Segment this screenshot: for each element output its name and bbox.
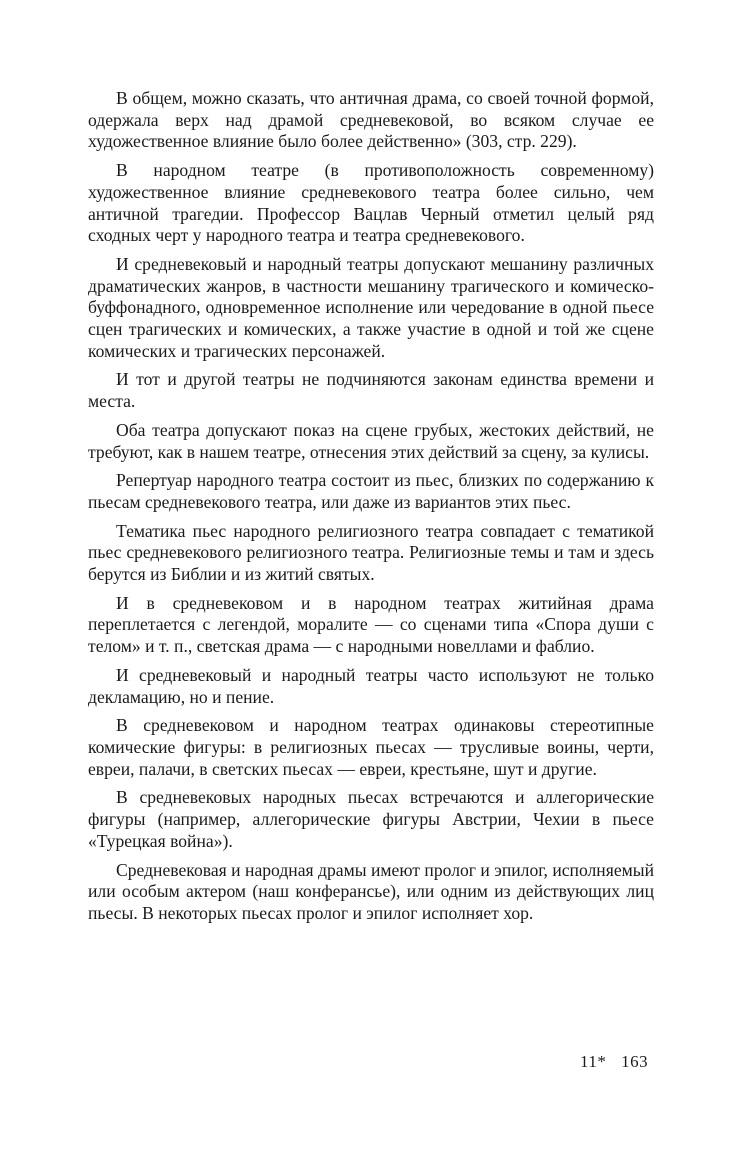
paragraph-5: Оба театра допускают показ на сцене грубых, жестоких действий, не требуют, как в нашем театре, отнесения этих действий за сцену, за кулисы.	[88, 419, 654, 462]
paragraph-11: В средневековых народных пьесах встречаются и аллегорические фигуры (например, аллегорические фигуры Австрии, Чехии в пьесе «Турецкая война»).	[88, 787, 654, 851]
paragraph-2: В народном театре (в противоположность современному) художественное влияние средневекового театра более сильно, чем античной трагедии. Профессор Вацлав Черный отметил целый ряд сходных черт у народного театра и театра средневекового.	[88, 160, 654, 246]
page-footer	[570, 1052, 648, 1072]
paragraph-12: Средневековая и народная драмы имеют пролог и эпилог, исполняемый или особым актером (наш конферансье), или одним из действующих лиц пьесы. В некоторых пьесах пролог и эпилог исполняет хор.	[88, 859, 654, 923]
paragraph-7: Тематика пьес народного религиозного театра совпадает с тематикой пьес средневекового религиозного театра. Религиозные темы и там и здесь берутся из Библии и из житий святых.	[88, 520, 654, 585]
paragraph-6: Репертуар народного театра состоит из пьес, близких по содержанию к пьесам средневекового театра, или даже из вариантов этих пьес.	[88, 470, 654, 512]
paragraph-8: И в средневековом и в народном театрах житийная драма переплетается с легендой, моралите — со сценами типа «Спора души с телом» и т. п., светская драма — с народными новеллами и фаблио.	[88, 592, 654, 657]
paragraph-9: И средневековый и народный театры часто используют не только декламацию, но и пение.	[88, 664, 654, 707]
signature-mark: 11*	[580, 1052, 607, 1071]
paragraph-10: В средневековом и народном театрах одинаковы стереотипные комические фигуры: в религиозных пьесах — трусливые воины, черти, евреи, палачи, в светских пьесах — евреи, крестьяне, шут и другие.	[88, 715, 654, 779]
paragraph-3: И средневековый и народный театры допускают мешанину различных драматических жанров, в частности мешанину трагического и комическо-буффонадного, одновременное исполнение или чередование в одной пьесе сцен трагических и комических, а также участие в одной и той же сцене комических и трагических персонажей.	[88, 253, 654, 361]
paragraph-4: И тот и другой театры не подчиняются законам единства времени и места.	[88, 369, 654, 412]
paragraph-1: В общем, можно сказать, что античная драма, со своей точной формой, одержала верх над драмой средневековой, во всяком случае ее художественное влияние было более действенно» (303, стр. 229).	[88, 88, 654, 152]
page-number: 163	[621, 1052, 649, 1071]
body-text	[88, 88, 654, 932]
